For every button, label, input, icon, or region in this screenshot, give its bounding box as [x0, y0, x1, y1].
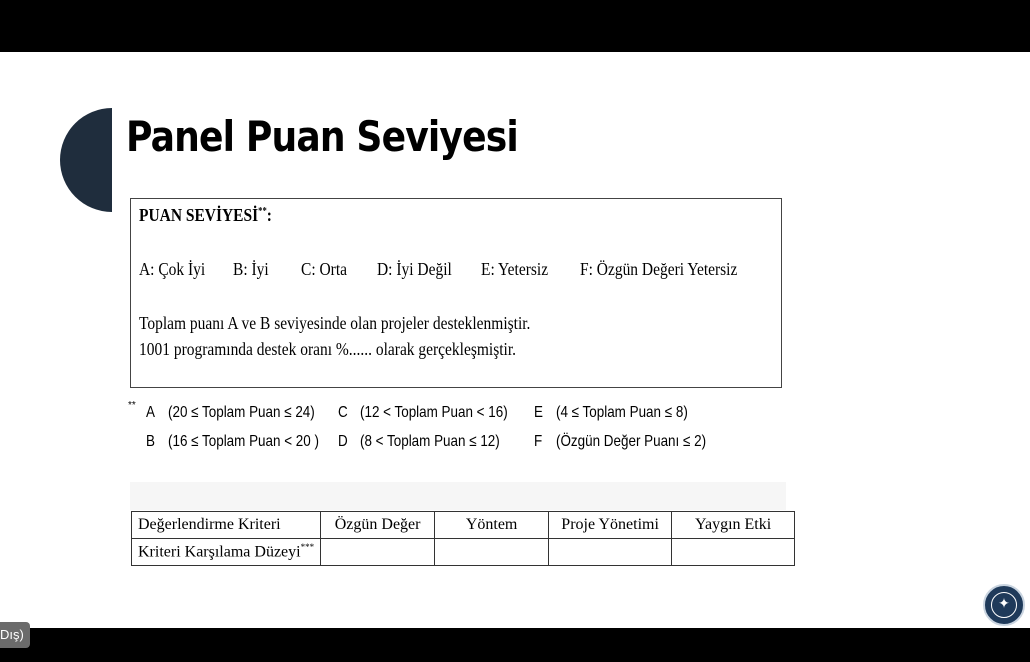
level-e: E: Yetersiz	[481, 259, 549, 279]
criteria-table	[131, 511, 795, 566]
criteria-value-cell	[321, 539, 435, 566]
range-d: (8 < Toplam Puan ≤ 12)	[360, 433, 500, 450]
criteria-value-row	[132, 539, 795, 566]
criteria-header-cell: Yöntem	[435, 512, 549, 539]
criteria-value-cell	[672, 539, 795, 566]
bottom-letterbox-bar	[0, 628, 1030, 662]
range-c: (12 < Toplam Puan < 16)	[360, 404, 508, 421]
support-note-line2: 1001 programında destek oranı %...... olarak gerçekleşmiştir.	[139, 339, 517, 359]
criteria-value-cell	[435, 539, 549, 566]
range-letter-b: B	[146, 433, 155, 450]
range-b: (16 ≤ Toplam Puan < 20 )	[168, 433, 319, 450]
criteria-value-cell	[549, 539, 672, 566]
level-a: A: Çok İyi	[139, 259, 206, 279]
level-f: F: Özgün Değeri Yetersiz	[580, 259, 738, 279]
criteria-header-row	[132, 512, 795, 539]
range-letter-a: A	[146, 404, 155, 421]
range-e: (4 ≤ Toplam Puan ≤ 8)	[556, 404, 688, 421]
range-f: (Özgün Değer Puanı ≤ 2)	[556, 433, 707, 450]
top-letterbox-bar	[0, 0, 1030, 52]
criteria-header-cell: Değerlendirme Kriteri	[132, 512, 321, 539]
caption-tag: Dış)	[0, 622, 30, 648]
footnote-marker: **	[128, 400, 136, 411]
criteria-header-cell: Özgün Değer	[321, 512, 435, 539]
range-a: (20 ≤ Toplam Puan ≤ 24)	[168, 404, 315, 421]
level-c: C: Orta	[301, 259, 348, 279]
score-level-heading: PUAN SEVİYESİ**:	[139, 205, 272, 225]
score-ranges	[128, 400, 728, 460]
level-b: B: İyi	[233, 259, 269, 279]
criteria-header-cell: Yaygın Etki	[672, 512, 795, 539]
range-letter-e: E	[534, 404, 543, 421]
university-seal-icon: ✦	[983, 584, 1025, 626]
range-letter-f: F	[534, 433, 543, 450]
range-letter-d: D	[338, 433, 348, 450]
faint-background-strip	[130, 482, 786, 510]
level-d: D: İyi Değil	[377, 259, 452, 279]
criteria-row-label: Kriteri Karşılama Düzeyi***	[132, 539, 321, 566]
range-letter-c: C	[338, 404, 348, 421]
slide-title: Panel Puan Seviyesi	[126, 112, 518, 161]
support-note-line1: Toplam puanı A ve B seviyesinde olan projeler desteklenmiştir.	[139, 313, 531, 333]
score-level-box	[130, 198, 782, 388]
criteria-header-cell: Proje Yönetimi	[549, 512, 672, 539]
